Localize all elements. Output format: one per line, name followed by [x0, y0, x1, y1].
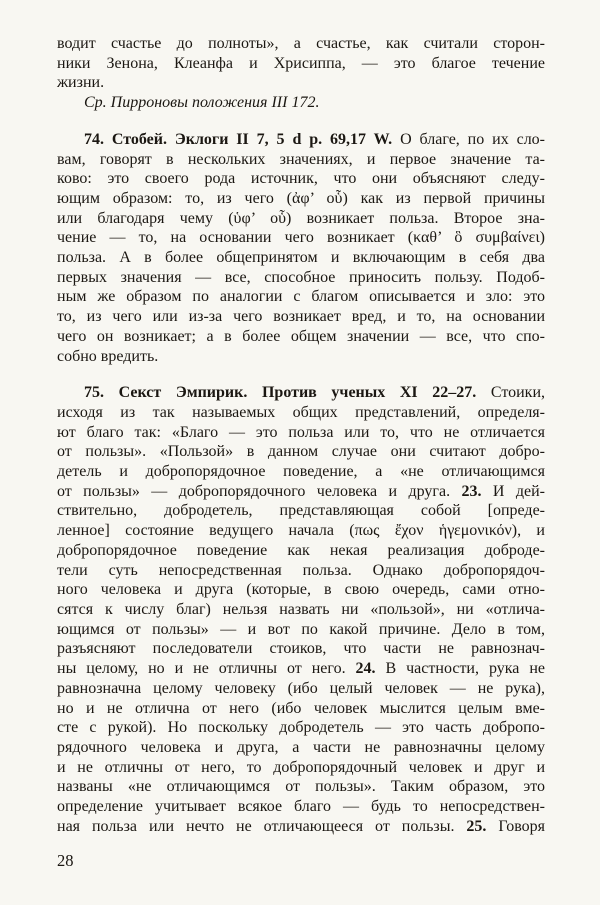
text-line — [57, 639, 545, 659]
text-line — [57, 482, 545, 502]
text-line — [57, 228, 545, 248]
text-line — [57, 797, 545, 817]
text-line — [57, 34, 545, 54]
fragment-74 — [57, 130, 545, 366]
bold-run: 23. — [461, 482, 482, 500]
text-run: определение учитывает всякое благо — будь то непосредствен- — [57, 798, 545, 816]
text-line — [57, 817, 545, 837]
text-run: разъясняют последователи стоиков, что части не равнознач- — [57, 640, 545, 658]
text-run: названы «не отличающимся от пользы». Таким образом, это — [57, 778, 545, 796]
text-run: тели суть непосредственная польза. Однако добропорядоч- — [57, 561, 545, 579]
text-run: ющим образом: то, из чего (ἀφ’ οὗ) как из первой причины — [57, 189, 545, 207]
text-line — [57, 659, 545, 679]
text-run: ники Зенона, Клеанфа и Хрисиппа, — это благое течение — [57, 54, 545, 72]
bold-run: 24. — [355, 660, 376, 678]
text-run: равнозначна целому человеку (ибо целый человек — не рука), — [57, 679, 545, 697]
reference-line — [57, 93, 545, 113]
text-line — [57, 620, 545, 640]
text-run: О благе, по их сло- — [392, 130, 546, 148]
text-line — [57, 383, 545, 403]
bold-run: 74. Стобей. Эклоги II 7, 5 d p. 69,17 W. — [84, 130, 393, 148]
text-run: ствительно, добродетель, представляющая собой [опреде- — [57, 502, 545, 520]
text-line — [57, 423, 545, 443]
text-line — [57, 73, 545, 93]
text-run: или благодаря чему (ὑφ’ οὗ) возникает польза. Второе зна- — [57, 209, 545, 227]
text-run: ково: это своего рода источник, что они объясняют следу- — [57, 170, 545, 188]
italic-run: Ср. Пирроновы положения III 172. — [84, 94, 320, 112]
text-run: чение — то, на основании чего возникает (καθ’ ὃ συμβαίνει) — [57, 229, 545, 247]
text-run: ным же образом по аналогии с благом описывается и зло: это — [57, 288, 545, 306]
text-line — [57, 287, 545, 307]
text-line — [57, 777, 545, 797]
text-run: Стоики, — [476, 384, 546, 402]
text-run: Говоря — [486, 817, 545, 835]
text-run: ют благо так: «Благо — это польза или то, что не отличается — [57, 423, 545, 441]
text-line — [57, 679, 545, 699]
page-number: 28 — [57, 851, 74, 871]
text-run: чего он возникает; а в более общем значении — все, что спо- — [57, 327, 545, 345]
fragment-75 — [57, 383, 545, 836]
text-line — [57, 169, 545, 189]
text-run: исходя из так называемых общих представлений, определя- — [57, 403, 545, 421]
text-run: ная польза или нечто не отличающееся от пользы. — [57, 817, 467, 835]
text-run: И дей- — [481, 482, 546, 500]
text-line — [57, 307, 545, 327]
text-run: ющимся от пользы» — и вот по какой причине. Дело в том, — [57, 620, 545, 638]
text-line — [57, 600, 545, 620]
text-run: и не отличны от него, то добропорядочный человек и друг и — [57, 758, 545, 776]
text-line — [57, 248, 545, 268]
text-run: от пользы». «Пользой» в данном случае они считают добро- — [57, 443, 545, 461]
text-line — [57, 541, 545, 561]
text-line — [57, 462, 545, 482]
text-run: то, из чего или из-за чего возникает вред, и то, на основании — [57, 308, 545, 326]
text-run: сте с рукой). Но поскольку добродетель — это часть добропо- — [57, 719, 545, 737]
text-line — [57, 699, 545, 719]
text-run: ного человека и друга (которые, в свою очередь, сами отно- — [57, 581, 545, 599]
text-line — [57, 442, 545, 462]
text-run: добропорядочное поведение как некая реализация доброде- — [57, 541, 545, 559]
bold-run: 75. Секст Эмпирик. Против ученых XI 22–27. — [84, 384, 477, 402]
text-line — [57, 54, 545, 74]
text-line — [57, 189, 545, 209]
text-line — [57, 758, 545, 778]
text-run: рядочного человека и друга, а части не равнозначны целому — [57, 738, 545, 756]
text-run: ленное] состояние ведущего начала (πως ἔχον ἡγεμονικόν), и — [57, 522, 545, 540]
text-line — [57, 209, 545, 229]
text-line — [57, 521, 545, 541]
text-run: детель и добропорядочное поведение, а «не отличающимся — [57, 463, 545, 481]
text-line — [57, 561, 545, 581]
text-run: собно вредить. — [57, 347, 159, 365]
text-line — [57, 130, 545, 150]
bold-run: 25. — [466, 817, 487, 835]
text-run: В частности, рука не — [375, 660, 545, 678]
text-run: сятся к числу благ) нельзя назвать ни «пользой», ни «отлича- — [57, 600, 545, 618]
text-line — [57, 580, 545, 600]
text-line — [57, 268, 545, 288]
text-run: польза. А в более общепринятом и включающим в себя два — [57, 249, 545, 267]
continuation-paragraph — [57, 34, 545, 93]
text-run: водит счастье до полноты», а счастье, как считали сторон- — [57, 35, 545, 52]
text-line — [57, 501, 545, 521]
text-run: от пользы» — добропорядочного человека и друга. — [57, 482, 462, 500]
text-line — [57, 403, 545, 423]
text-run: вам, говорят в нескольких значениях, и первое значение та- — [57, 150, 545, 168]
text-run: но и не отлична от него (ибо человек мыслится целым вме- — [57, 699, 545, 717]
text-run: жизни. — [57, 74, 105, 92]
text-run: первых значения — все, способное приносить пользу. Подоб- — [57, 268, 545, 286]
text-block — [57, 34, 545, 836]
text-line — [57, 738, 545, 758]
text-line — [57, 93, 545, 113]
text-line — [57, 347, 545, 367]
text-line — [57, 718, 545, 738]
text-line — [57, 327, 545, 347]
text-line — [57, 150, 545, 170]
text-run: ны целому, но и не отличны от него. — [57, 660, 356, 678]
